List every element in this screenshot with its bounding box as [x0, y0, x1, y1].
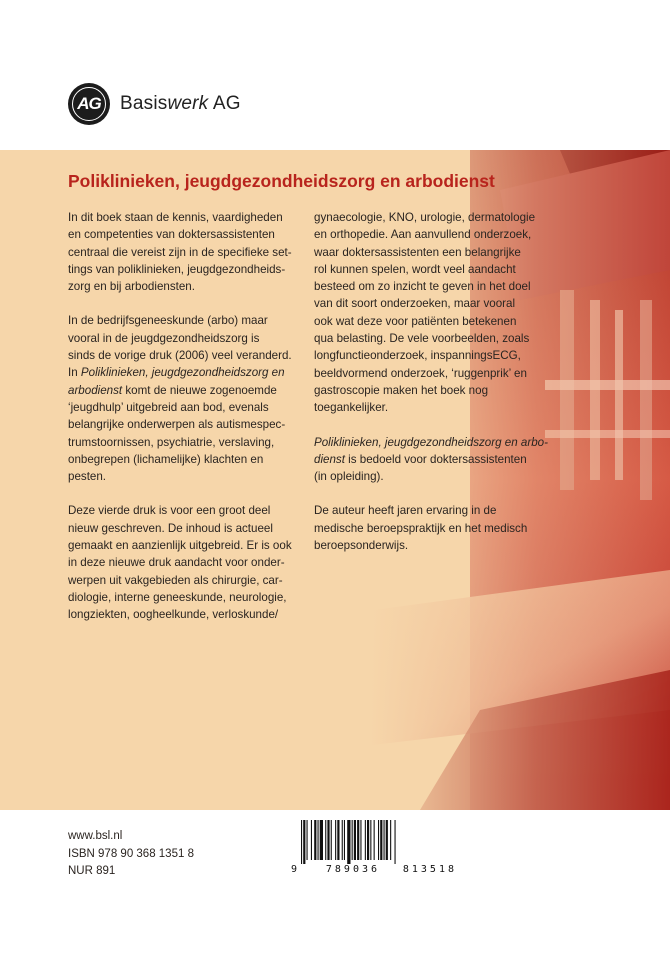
nur-code: NUR 891 — [68, 865, 116, 877]
barcode-bar — [370, 820, 371, 860]
isbn: ISBN 978 90 368 1351 8 — [68, 847, 194, 860]
publisher-name-part2: werk — [167, 93, 209, 114]
barcode-bar — [378, 820, 379, 860]
barcode-bar — [347, 820, 350, 864]
barcode-bar — [384, 820, 385, 860]
ag-logo-icon: AG — [68, 83, 110, 125]
barcode-bar — [320, 820, 323, 860]
book-title-italic: Poliklinieken, jeugdgezondheidszorg en arbodienst — [68, 366, 285, 397]
publisher-name-part3: AG — [208, 93, 241, 114]
barcode-bar — [344, 820, 345, 860]
barcode-bar — [301, 820, 302, 864]
paragraph: Deze vierde druk is voor een groot deel nieuw geschreven. De inhoud is actueel gemaakt en aanzienlijk uitgebreid. Er is ook in deze nieuwe druk aandacht voor onder- werpen uit vakgebieden als chirurgie, car- diologie, interne geneeskunde, neurologie, longziekten, oogheelkunde, verloskunde/ — [68, 504, 292, 622]
barcode-bar — [335, 820, 336, 860]
barcode-digits — [289, 864, 465, 875]
section-title: Poliklinieken, jeugdgezondheidszorg en arbodienst — [68, 171, 495, 191]
barcode-bar — [367, 820, 369, 860]
barcode-bar — [342, 820, 343, 860]
publisher-name — [120, 93, 241, 115]
barcode-lead-digit: 9 — [291, 864, 298, 875]
right-column — [314, 209, 564, 571]
logo — [68, 83, 241, 125]
barcode-bar — [352, 820, 353, 860]
barcode-bar — [386, 820, 388, 860]
paragraph-text: In de bedrijfsgeneeskunde (arbo) maar vooral in de jeugdgezondheidszorg is sinds de vorige druk (2006) veel veranderd. In — [68, 314, 292, 380]
barcode-bar — [325, 820, 326, 860]
paragraph: gynaecologie, KNO, urologie, dermatologie en orthopedie. Aan aanvullend onderzoek, waar doktersassistenten een belangrijke rol kunnen spelen, wordt veel aandacht besteed om zo inzicht te geven in het doel van dit soort onderzoeken, maar vooral ook wat deze voor patiënten betekenen qua belasting. De vele voorbeelden, zoals longfunctieonderzoek, inspanningsECG, beeldvormend onderzoek, ‘ruggenprik’ en gastroscopie maken het boek nog toegankelijker. — [314, 211, 536, 415]
barcode-bar — [318, 820, 319, 860]
barcode-bar — [303, 820, 305, 864]
barcode-bar — [390, 820, 391, 860]
paragraph: In dit boek staan de kennis, vaardigheden en competenties van doktersassistenten centraal die vereist zijn in de specifieke set- tings van poliklinieken, jeugdgezondheids- zorg en bij arbodiensten. — [68, 211, 292, 294]
barcode-bar — [354, 820, 356, 860]
paragraph-text: is bedoeld voor doktersassistenten (in opleiding). — [314, 452, 527, 484]
paragraph-text: komt de nieuwe zogenoemde ‘jeugdhulp’ uitgebreid aan bod, evenals belangrijke onderwerpen als autismespec- trumstoornissen, psychiatrie, verslaving, onbegrepen (lichamelijke) klachten en pesten. — [68, 383, 286, 484]
barcode-bar — [311, 820, 312, 860]
book-title-italic: Poliklinieken, jeugdgezondheidszorg en arbo- dienst — [314, 435, 548, 466]
paragraph — [68, 312, 312, 485]
website-url: www.bsl.nl — [68, 830, 123, 842]
paragraph — [314, 434, 564, 486]
publisher-name-part1: Basis — [120, 93, 168, 114]
barcode-bar — [380, 820, 382, 860]
barcode-group-2: 813518 — [402, 864, 457, 875]
publication-info — [68, 828, 194, 881]
barcode-bar — [337, 820, 339, 860]
barcode-bar — [327, 820, 329, 860]
paragraph: De auteur heeft jaren ervaring in de medische beroepspraktijk en het medisch beroepsonderwijs. — [314, 504, 528, 553]
barcode-bar — [395, 820, 396, 864]
barcode-bar — [307, 820, 308, 860]
barcode — [289, 818, 465, 886]
barcode-bar — [360, 820, 361, 860]
barcode-bars — [289, 818, 465, 864]
barcode-bar — [357, 820, 359, 860]
barcode-group-1: 789036 — [325, 864, 381, 875]
barcode-bar — [365, 820, 366, 860]
barcode-bar — [331, 820, 332, 860]
barcode-bar — [374, 820, 375, 860]
left-column — [68, 209, 312, 641]
barcode-bar — [314, 820, 316, 860]
